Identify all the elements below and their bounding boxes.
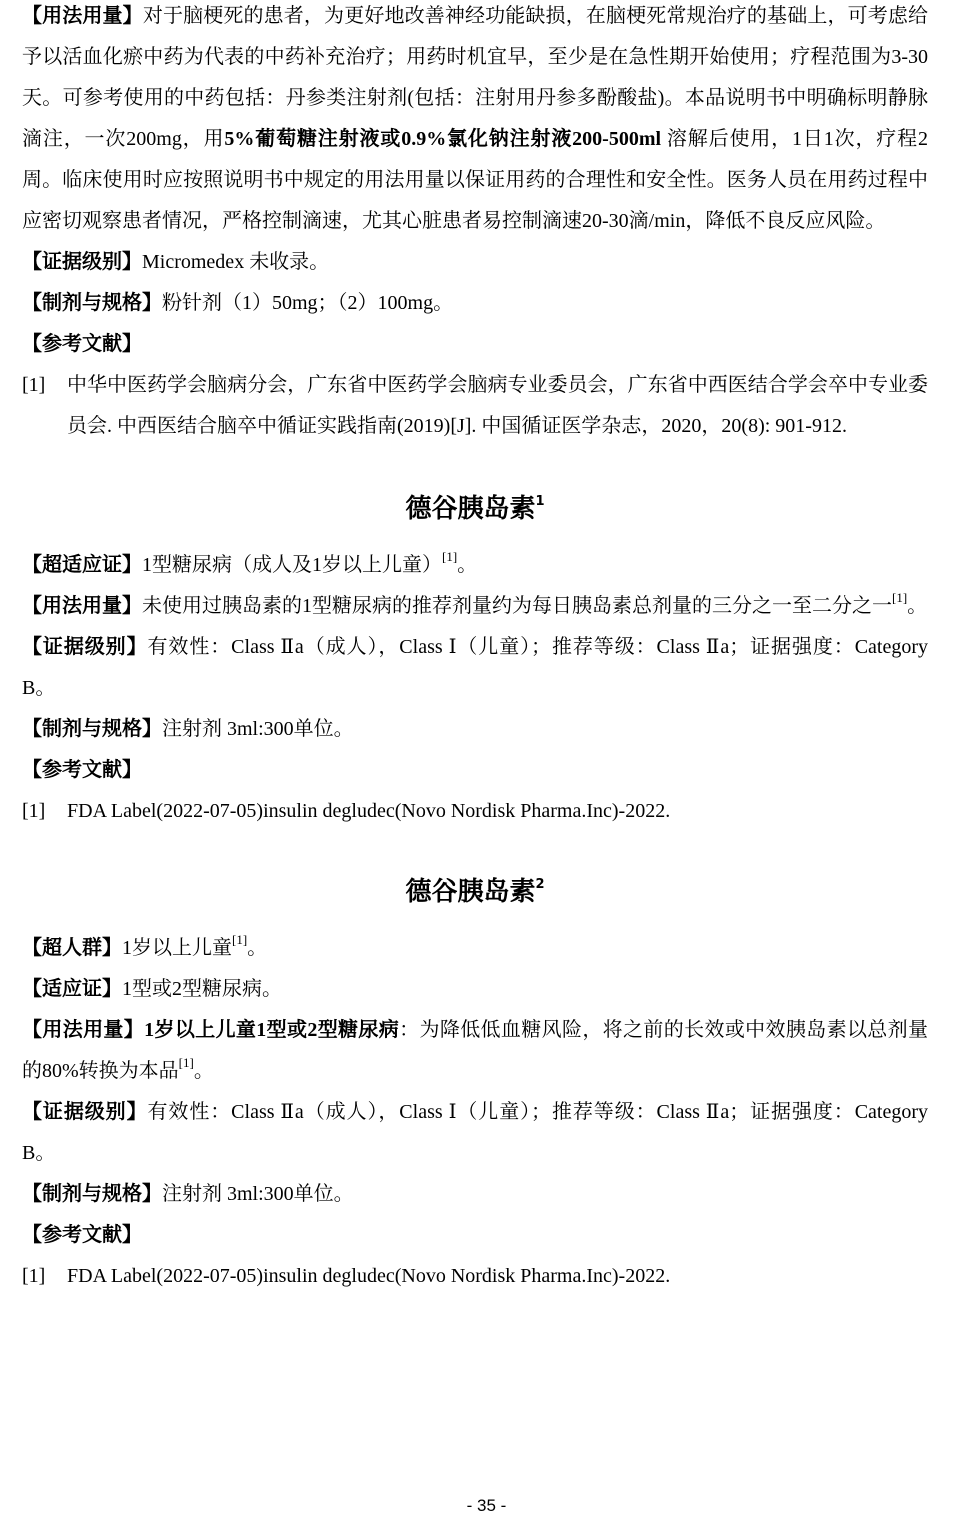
spec-paragraph bbox=[22, 709, 928, 750]
spec-label: 【制剂与规格】 bbox=[22, 1183, 162, 1205]
reference-label: 【参考文献】 bbox=[22, 333, 142, 355]
reference-heading bbox=[22, 1215, 928, 1256]
off-label-indication-paragraph bbox=[22, 545, 928, 586]
spec-text: 粉针剂（1）50mg；（2）100mg。 bbox=[162, 292, 454, 314]
off-label-indication-label: 【超适应证】 bbox=[22, 554, 142, 576]
indication-paragraph bbox=[22, 969, 928, 1010]
usage-text-cont: 溶解后使用，1日1次，疗程2周。临床使用时应按照说明书中规定的用法用量以保证用药的合理性和安全性。医务人员在用药过程中应密切观察患者情况，严格控制滴速，尤其心脏患者易控制滴速20-30滴/min，降低不良反应风险。 bbox=[22, 128, 928, 232]
indication-text: 1型或2型糖尿病。 bbox=[122, 978, 282, 1000]
punct: 。 bbox=[193, 1060, 214, 1082]
section-title-sup: 2 bbox=[535, 877, 545, 893]
section-title-text: 德谷胰岛素 bbox=[405, 877, 536, 907]
usage-text-bold: 5%葡萄糖注射液或0.9%氯化钠注射液200-500ml bbox=[224, 128, 662, 150]
section-title bbox=[22, 870, 928, 914]
evidence-paragraph bbox=[22, 627, 928, 709]
usage-paragraph bbox=[22, 0, 928, 242]
evidence-label: 【证据级别】 bbox=[22, 636, 148, 658]
reference-item bbox=[22, 791, 928, 832]
punct: 。 bbox=[457, 554, 478, 576]
evidence-paragraph bbox=[22, 242, 928, 283]
usage-text: 对于脑梗死的患者，为更好地改善神经功能缺损，在脑梗死常规治疗的基础上，可考虑给予以活血化瘀中药为代表的中药补充治疗；用药时机宜早，至少是在急性期开始使用；疗程范围为3-30天。可参考使用的中药包括：丹参类注射剂(包括：注射用丹参多酚酸盐)。本品说明书中明确标明静脉滴注，一次200mg，用 bbox=[22, 5, 929, 150]
usage-label: 【用法用量】 bbox=[22, 5, 143, 27]
reference-text: FDA Label(2022-07-05)insulin degludec(Novo Nordisk Pharma.Inc)-2022. bbox=[67, 800, 671, 822]
citation-sup: [1] bbox=[178, 1055, 194, 1071]
reference-number: [1] bbox=[22, 374, 46, 396]
reference-item bbox=[22, 365, 928, 447]
punct: 。 bbox=[907, 595, 928, 617]
usage-text: ：为降低低血糖风险，将之前的长效或中效胰岛素以总剂量的80%转换为本品 bbox=[22, 1019, 929, 1082]
usage-text: 未使用过胰岛素的1型糖尿病的推荐剂量约为每日胰岛素总剂量的三分之一至二分之一 bbox=[142, 595, 892, 617]
reference-number: [1] bbox=[22, 1265, 46, 1287]
reference-text: 中华中医药学会脑病分会，广东省中医药学会脑病专业委员会，广东省中西医结合学会卒中专业委员会. 中西医结合脑卒中循证实践指南(2019)[J]. 中国循证医学杂志，2020，20(8): 901-912. bbox=[67, 374, 928, 437]
usage-label: 【用法用量】 bbox=[22, 1019, 145, 1041]
spec-label: 【制剂与规格】 bbox=[22, 292, 162, 314]
usage-label: 【用法用量】 bbox=[22, 595, 142, 617]
citation-sup: [1] bbox=[892, 590, 908, 606]
reference-label: 【参考文献】 bbox=[22, 759, 142, 781]
off-label-population-label: 【超人群】 bbox=[22, 937, 122, 959]
off-label-population-paragraph bbox=[22, 928, 928, 969]
reference-item bbox=[22, 1256, 928, 1297]
reference-heading bbox=[22, 324, 928, 365]
spec-text: 注射剂 3ml:300单位。 bbox=[162, 1183, 354, 1205]
section-title bbox=[22, 487, 928, 531]
indication-label: 【适应证】 bbox=[22, 978, 122, 1000]
off-label-population-text: 1岁以上儿童 bbox=[122, 937, 232, 959]
section-title-sup: 1 bbox=[535, 494, 545, 510]
citation-sup: [1] bbox=[442, 549, 458, 565]
usage-paragraph bbox=[22, 586, 928, 627]
evidence-paragraph bbox=[22, 1092, 928, 1174]
evidence-label: 【证据级别】 bbox=[22, 1101, 148, 1123]
reference-label: 【参考文献】 bbox=[22, 1224, 142, 1246]
usage-paragraph bbox=[22, 1010, 928, 1092]
evidence-text: Micromedex 未收录。 bbox=[142, 251, 330, 273]
reference-heading bbox=[22, 750, 928, 791]
reference-text: FDA Label(2022-07-05)insulin degludec(Novo Nordisk Pharma.Inc)-2022. bbox=[67, 1265, 671, 1287]
spec-paragraph bbox=[22, 283, 928, 324]
spec-text: 注射剂 3ml:300单位。 bbox=[162, 718, 354, 740]
evidence-text: 有效性：Class Ⅱa（成人），Class Ⅰ（儿童）；推荐等级：Class Ⅱa；证据强度：Category B。 bbox=[22, 1101, 929, 1164]
reference-number: [1] bbox=[22, 800, 46, 822]
evidence-text: 有效性：Class Ⅱa（成人），Class Ⅰ（儿童）；推荐等级：Class Ⅱa；证据强度：Category B。 bbox=[22, 636, 929, 699]
spec-label: 【制剂与规格】 bbox=[22, 718, 162, 740]
evidence-label: 【证据级别】 bbox=[22, 251, 142, 273]
usage-bold-text: 1岁以上儿童1型或2型糖尿病 bbox=[144, 1019, 400, 1041]
spec-paragraph bbox=[22, 1174, 928, 1215]
punct: 。 bbox=[247, 937, 268, 959]
section-title-text: 德谷胰岛素 bbox=[405, 494, 536, 524]
page-number: - 35 - bbox=[466, 1496, 507, 1515]
off-label-indication-text: 1型糖尿病（成人及1岁以上儿童） bbox=[142, 554, 442, 576]
document-page bbox=[22, 0, 928, 1297]
citation-sup: [1] bbox=[232, 932, 248, 948]
